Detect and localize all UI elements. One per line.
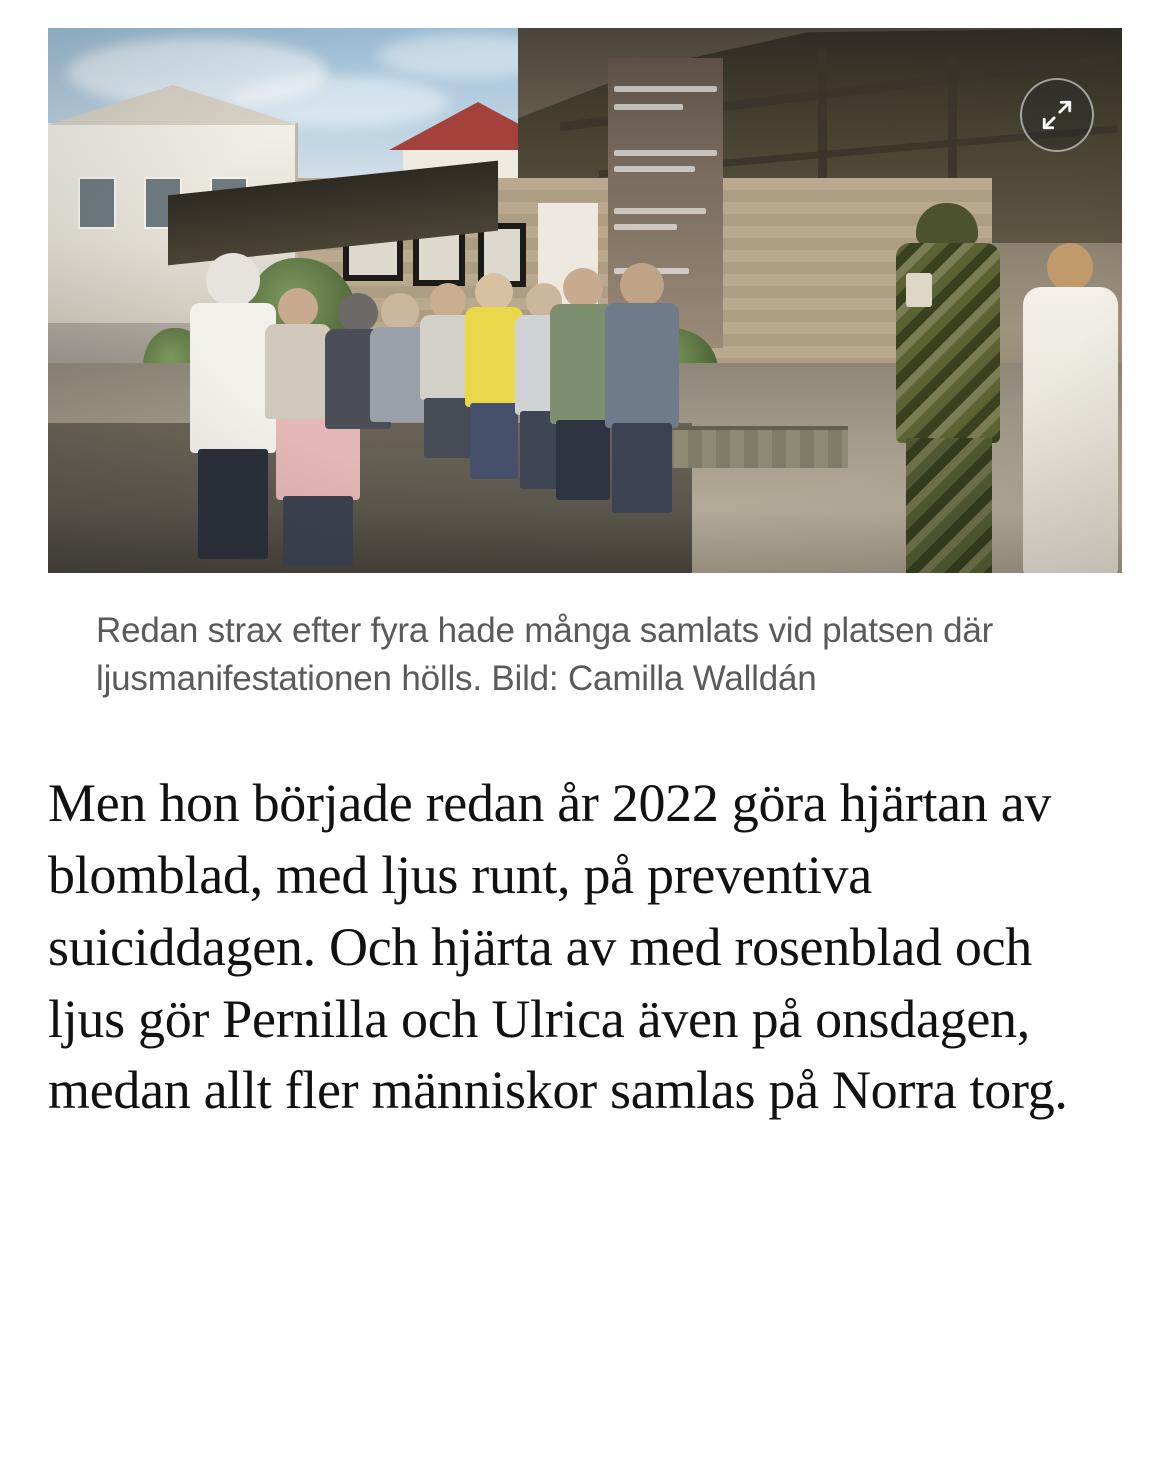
expand-image-button[interactable] bbox=[1020, 78, 1094, 152]
photo-scene bbox=[48, 28, 1122, 573]
window bbox=[78, 177, 116, 229]
person-in-crowd bbox=[603, 263, 681, 508]
article-figure bbox=[0, 0, 1170, 702]
person-soldier bbox=[888, 203, 1008, 573]
article-photo[interactable] bbox=[48, 28, 1122, 573]
person-white-dress bbox=[1023, 243, 1118, 573]
image-caption: Redan strax efter fyra hade många samlats vid platsen där ljusmanifestationen hölls. Bild: Camilla Walldán bbox=[96, 611, 994, 698]
article-body-paragraph: Men hon började redan år 2022 göra hjärtan av blomblad, med ljus runt, på preventiva suiciddagen. Och hjärta av med rosenblad och ljus gör Pernilla och Ulrica även på onsdagen, medan allt fler människor samlas på Norra torg. bbox=[48, 773, 1068, 1121]
expand-icon bbox=[1040, 98, 1074, 132]
